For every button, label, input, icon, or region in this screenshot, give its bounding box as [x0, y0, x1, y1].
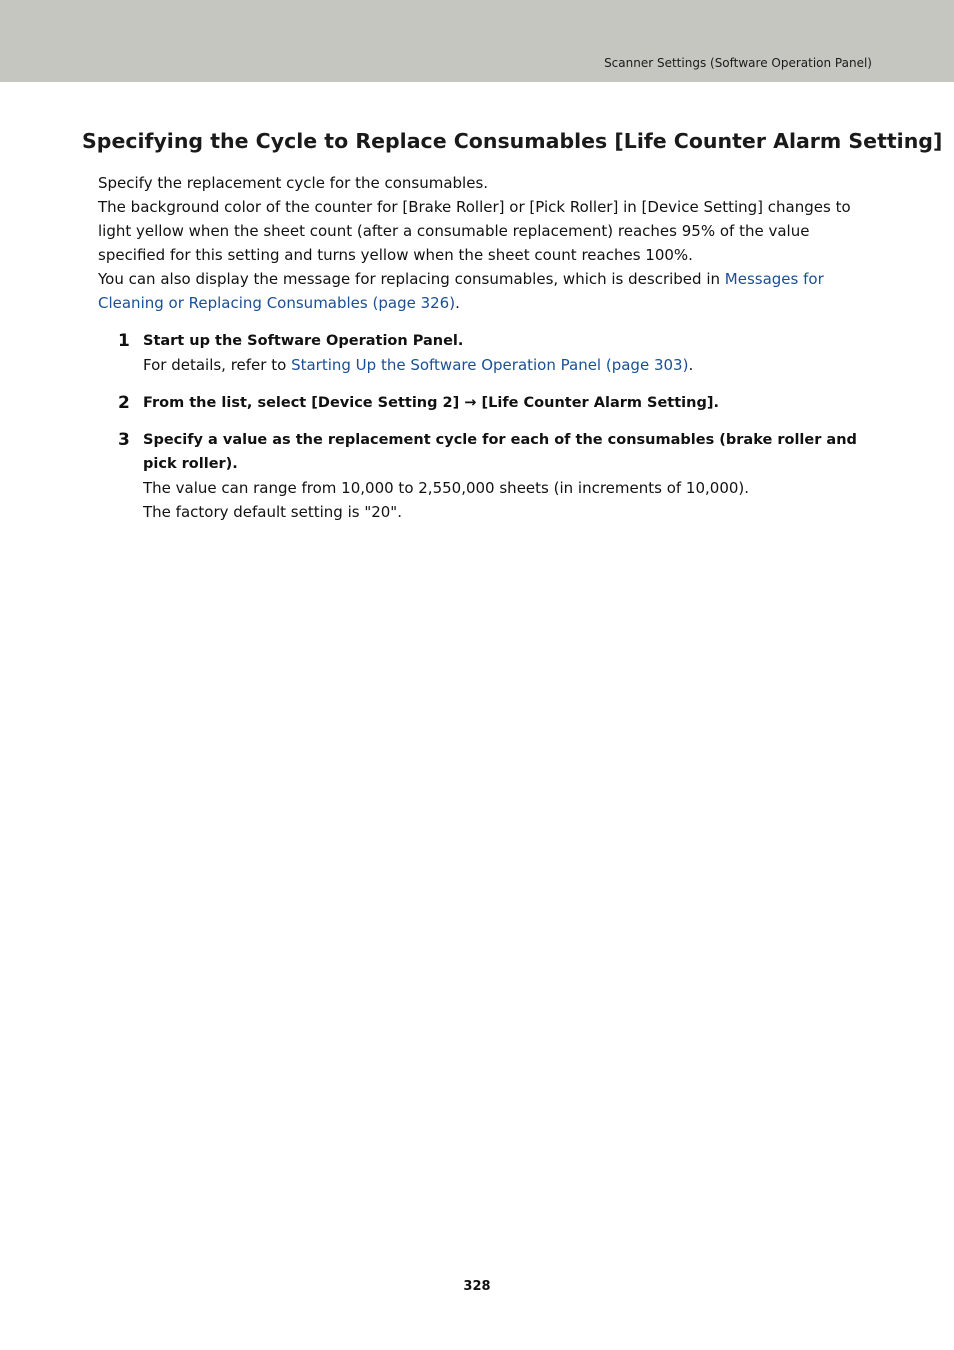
starting-up-panel-link[interactable]: Starting Up the Software Operation Panel (page 303) — [291, 356, 689, 374]
step-text-prefix: For details, refer to — [143, 356, 292, 374]
intro-section — [98, 171, 868, 315]
step-title: Start up the Software Operation Panel. — [143, 333, 464, 349]
step-text-range: The value can range from 10,000 to 2,550,000 sheets (in increments of 10,000). — [143, 479, 750, 497]
steps-list — [118, 329, 858, 524]
step-2 — [118, 391, 858, 415]
step-number: 1 — [118, 331, 130, 351]
intro-paragraph-3-text: You can also display the message for replacing consumables, which is described in — [98, 270, 725, 288]
step-title: From the list, select [Device Setting 2] → [Life Counter Alarm Setting]. — [143, 395, 719, 411]
page-title: Specifying the Cycle to Replace Consumables [Life Counter Alarm Setting] — [82, 129, 943, 153]
intro-paragraph-3 — [98, 267, 868, 315]
step-title: Specify a value as the replacement cycle for each of the consumables (brake roller and pick roller). — [143, 432, 857, 472]
intro-paragraph-1: Specify the replacement cycle for the consumables. — [98, 174, 489, 192]
intro-paragraph-2: The background color of the counter for [Brake Roller] or [Pick Roller] in [Device Setting] changes to light yellow when the sheet count (after a consumable replacement) reaches 95% of the value specified for this setting and turns yellow when the sheet count reaches 100%. — [98, 198, 851, 264]
page-number: 328 — [463, 1279, 491, 1294]
step-number: 2 — [118, 393, 130, 413]
step-3 — [118, 428, 858, 524]
step-1 — [118, 329, 858, 377]
messages-cleaning-link[interactable]: Messages for Cleaning or Replacing Consumables (page 326) — [98, 270, 824, 312]
step-number: 3 — [118, 430, 130, 450]
step-text-default: The factory default setting is "20". — [143, 503, 402, 521]
step-text-suffix: . — [688, 356, 694, 374]
intro-paragraph-3-end: . — [455, 294, 460, 312]
step-text — [143, 353, 858, 377]
header-title: Scanner Settings (Software Operation Panel) — [604, 56, 872, 70]
